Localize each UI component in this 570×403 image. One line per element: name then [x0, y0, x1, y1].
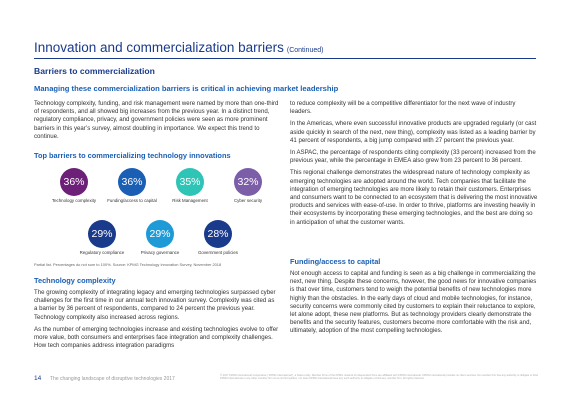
chart-note: Partial list. Percentages do not sum to 100%. Source: KPMG Technology Innovation Survey, November 2018: [34, 262, 222, 267]
continued-label: (Continued): [286, 47, 324, 54]
barrier-value-circle: 32%: [234, 168, 262, 196]
barrier-value-circle: 29%: [88, 220, 116, 248]
tech-complexity-body: [34, 289, 279, 354]
barrier-value-circle: 36%: [118, 168, 146, 196]
funding-body: [290, 270, 538, 340]
right-column-top: [290, 100, 538, 231]
right-paragraph-4: This regional challenge demonstrates the widespread nature of technology complexity as emerging technologies are adopted around the world. Tech companies that facilitate the integration of emerging technologies are more likely to retain their customers. Enterprises and consumers want to be connected to an ecosystem that is delivering the most innovative products and services with ease-of-use. In order to thrive, platforms are investing heavily in their ecosystems by incorporating these emerging technologies, and the best are doing so in anticipation of what the customer wants.: [290, 169, 538, 226]
barrier-item: [46, 168, 102, 203]
barrier-item: [190, 220, 246, 255]
intro-text: Technology complexity, funding, and risk management were named by more than one-third of respondents, and all showed big increases from the previous year. In a distinct trend, regulatory compliance, privacy, and government policies were seen as more prominent barriers in this year’s survey, almost doubling in importance. We expect this trend to continue.: [34, 100, 279, 140]
funding-heading: Funding/access to capital: [290, 257, 381, 266]
barrier-label: Government policies: [197, 250, 239, 255]
barrier-value-circle: 36%: [60, 168, 88, 196]
barriers-chart: [46, 168, 286, 268]
barrier-item: [162, 168, 218, 203]
section-heading: Barriers to commercialization: [34, 66, 155, 76]
page-number: 14: [34, 375, 42, 382]
tech-paragraph-1: The growing complexity of integrating legacy and emerging technologies surpassed cyber challenges for the first time in our annual tech innovation survey. Complexity was cited as a barrier by 36 percent of respondents, compared to 24 percent the previous year. Technology complexity also increased across regions.: [34, 289, 276, 321]
title-divider: [34, 58, 536, 59]
funding-paragraph: Not enough access to capital and funding is seen as a big challenge in commercializing the next, new thing. Despite these concerns, however, the good news for innovative companies is that over time, customers tend to weigh the potential benefits of new technologies more highly than the obstacles. In the early days of cloud and mobile technologies, for instance, security concerns were commonly cited by customers to explain their reluctance to explore, let alone adopt, these new platforms. But as technology providers clearly demonstrate the benefits and the security features, customers become more comfortable with the risk and, ultimately, adoption of the most compelling technologies.: [290, 270, 537, 335]
intro-paragraph: [34, 100, 279, 145]
barrier-item: [132, 220, 188, 255]
barrier-item: [74, 220, 130, 255]
right-paragraph-1: to reduce complexity will be a competitive differentiator for the next wave of industry leaders.: [290, 100, 516, 116]
barrier-label: Funding/access to capital: [107, 198, 157, 203]
barrier-label: Cyber security: [233, 198, 263, 203]
barrier-value-circle: 35%: [176, 168, 204, 196]
chart-title: Top barriers to commercializing technology innovations: [34, 151, 231, 160]
tech-complexity-heading: Technology complexity: [34, 276, 116, 285]
footer-title: The changing landscape of disruptive technologies 2017: [50, 376, 175, 382]
barrier-value-circle: 29%: [146, 220, 174, 248]
barrier-item: [104, 168, 160, 203]
barrier-label: Regulatory compliance: [79, 250, 125, 255]
section-subheading: Managing these commercialization barriers is critical in achieving market leadership: [34, 84, 339, 93]
right-paragraph-2: In the Americas, where even successful innovative products are upgraded regularly (or cast aside quickly in search of the next, new thing), complexity was listed as a leading barrier by 41 percent of respondents, a big jump compared with 27 percent the previous year.: [290, 120, 537, 144]
barrier-item: [220, 168, 276, 203]
barrier-label: Risk Management: [172, 198, 208, 203]
right-paragraph-3: In ASPAC, the percentage of respondents citing complexity (33 percent) increased from the previous year, while the percentage in EMEA also grew from 23 percent to 36 percent.: [290, 149, 536, 165]
footer-legal: © 2017 KPMG International Cooperative (“KPMG International”), a Swiss entity. Member firms of the KPMG network of independent firms are affiliated with KPMG International. KPMG International provides no client services. No member firm has any authority to obligate or bind KPMG International or any other member firm vis-à-vis third parties, nor does KPMG International have any such authority to obligate or bind any member firm. All rights reserved.: [220, 374, 538, 381]
barrier-value-circle: 28%: [204, 220, 232, 248]
barrier-label: Privacy governance: [140, 250, 180, 255]
tech-paragraph-2: As the number of emerging technologies increase and existing technologies evolve to offer more value, both consumers and enterprises face integration and complexity challenges. How tech companies address integration paradigms: [34, 325, 279, 350]
page-title: [34, 40, 323, 55]
page-title-text: Innovation and commercialization barriers: [34, 40, 284, 55]
barrier-label: Technology complexity: [51, 198, 97, 203]
